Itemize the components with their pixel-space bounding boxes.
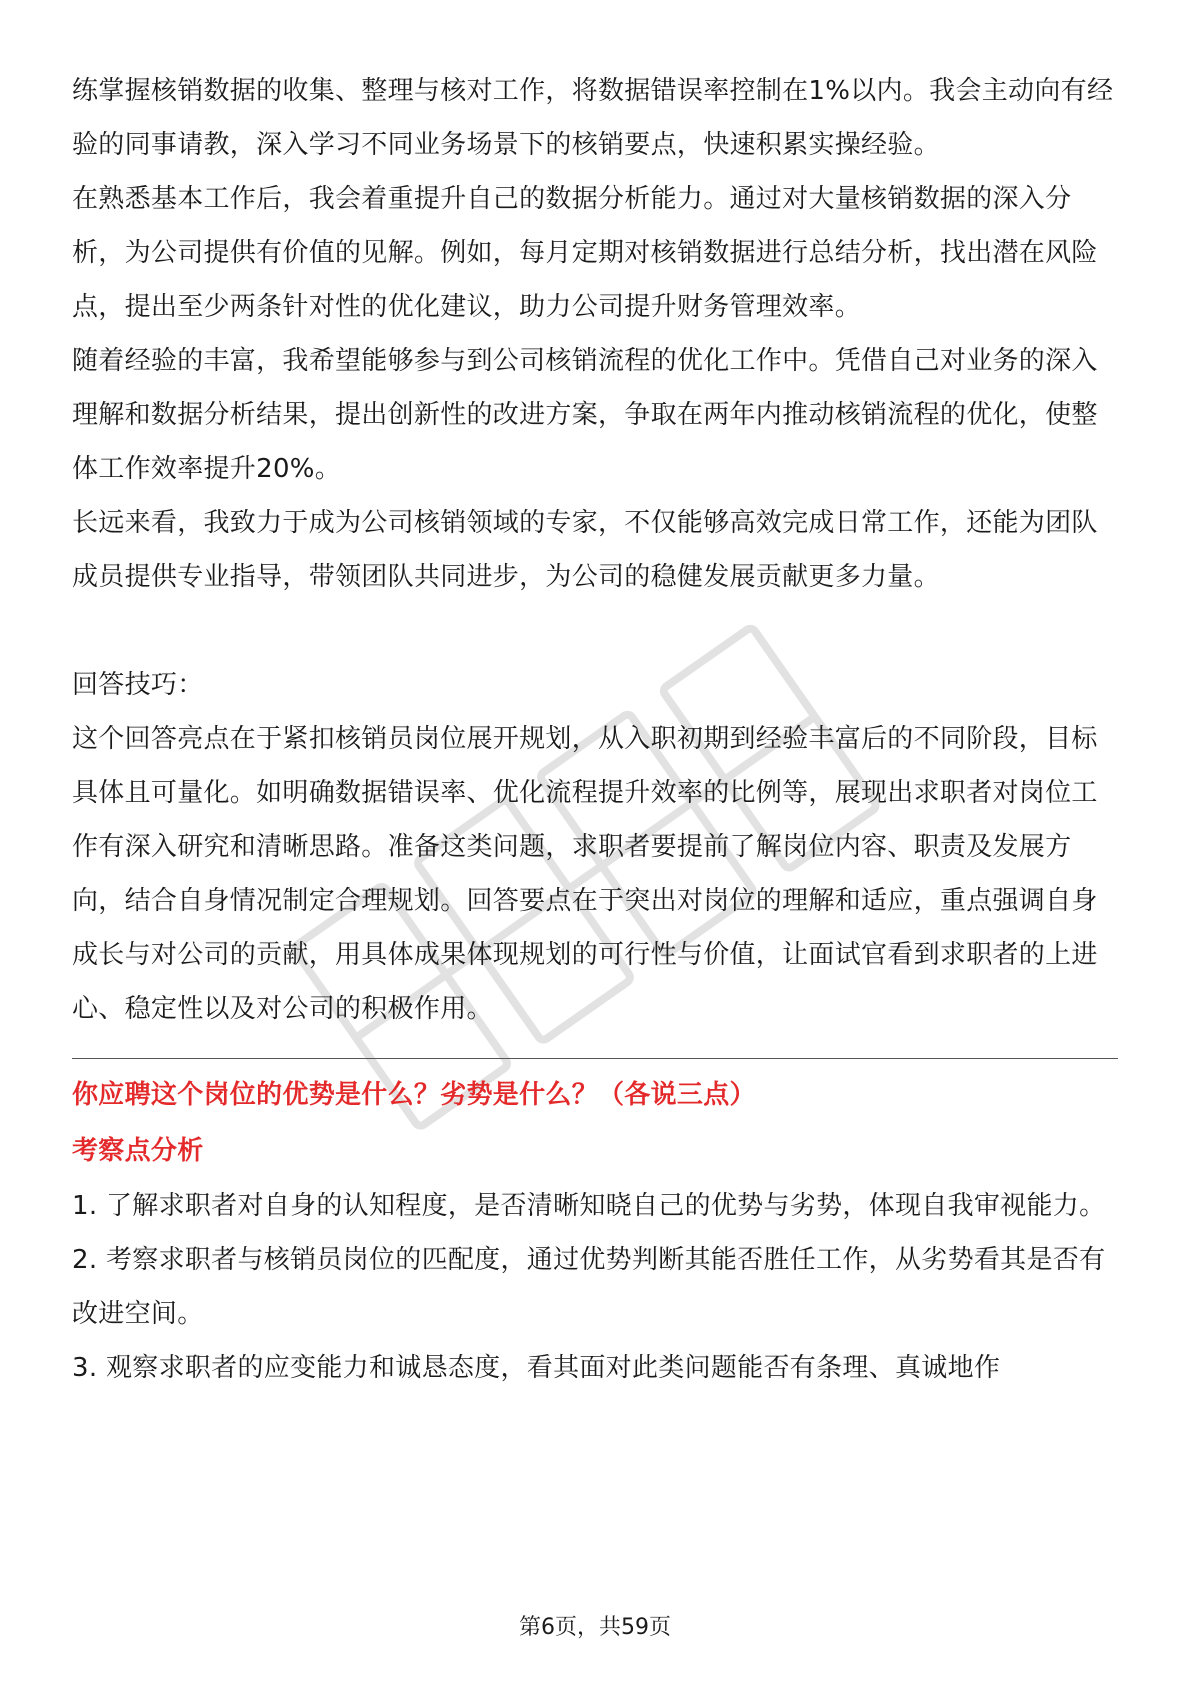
paragraph: 在熟悉基本工作后，我会着重提升自己的数据分析能力。通过对大量核销数据的深入分析，为公司提供有价值的见解。例如，每月定期对核销数据进行总结分析，找出潜在风险点，提出至少两条针对性的优化建议，助力公司提升财务管理效率。 (72, 184, 1098, 322)
list-item: 1. 了解求职者对自身的认知程度，是否清晰知晓自己的优势与劣势，体现自我审视能力。 (72, 1191, 1106, 1221)
section-divider (72, 1058, 1118, 1059)
analysis-heading: 考察点分析 (72, 1136, 204, 1166)
paragraph: 随着经验的丰富，我希望能够参与到公司核销流程的优化工作中。凭借自己对业务的深入理解和数据分析结果，提出创新性的改进方案，争取在两年内推动核销流程的优化，使整体工作效率提升20%。 (72, 346, 1098, 484)
paragraph: 长远来看，我致力于成为公司核销领域的专家，不仅能够高效完成日常工作，还能为团队成员提供专业指导，带领团队共同进步，为公司的稳健发展贡献更多力量。 (72, 508, 1098, 592)
paragraph: 练掌握核销数据的收集、整理与核对工作，将数据错误率控制在1%以内。我会主动向有经验的同事请教，深入学习不同业务场景下的核销要点，快速积累实操经验。 (72, 76, 1114, 160)
list-item: 3. 观察求职者的应变能力和诚恳态度，看其面对此类问题能否有条理、真诚地作 (72, 1353, 1001, 1383)
question-title: 你应聘这个岗位的优势是什么？劣势是什么？（各说三点） (72, 1080, 756, 1110)
page-number: 第6页，共59页 (519, 1615, 671, 1640)
list-item: 2. 考察求职者与核销员岗位的匹配度，通过优势判断其能否胜任工作，从劣势看其是否有改进空间。 (72, 1245, 1106, 1329)
tips-text: 这个回答亮点在于紧扣核销员岗位展开规划，从入职初期到经验丰富后的不同阶段，目标具体且可量化。如明确数据错误率、优化流程提升效率的比例等，展现出求职者对岗位工作有深入研究和清晰思路。准备这类问题，求职者要提前了解岗位内容、职责及发展方向，结合自身情况制定合理规划。回答要点在于突出对岗位的理解和适应，重点强调自身成长与对公司的贡献，用具体成果体现规划的可行性与价值，让面试官看到求职者的上进心、稳定性以及对公司的积极作用。 (72, 724, 1098, 1024)
tips-label: 回答技巧： (72, 670, 204, 700)
document-body (72, 64, 1118, 1395)
